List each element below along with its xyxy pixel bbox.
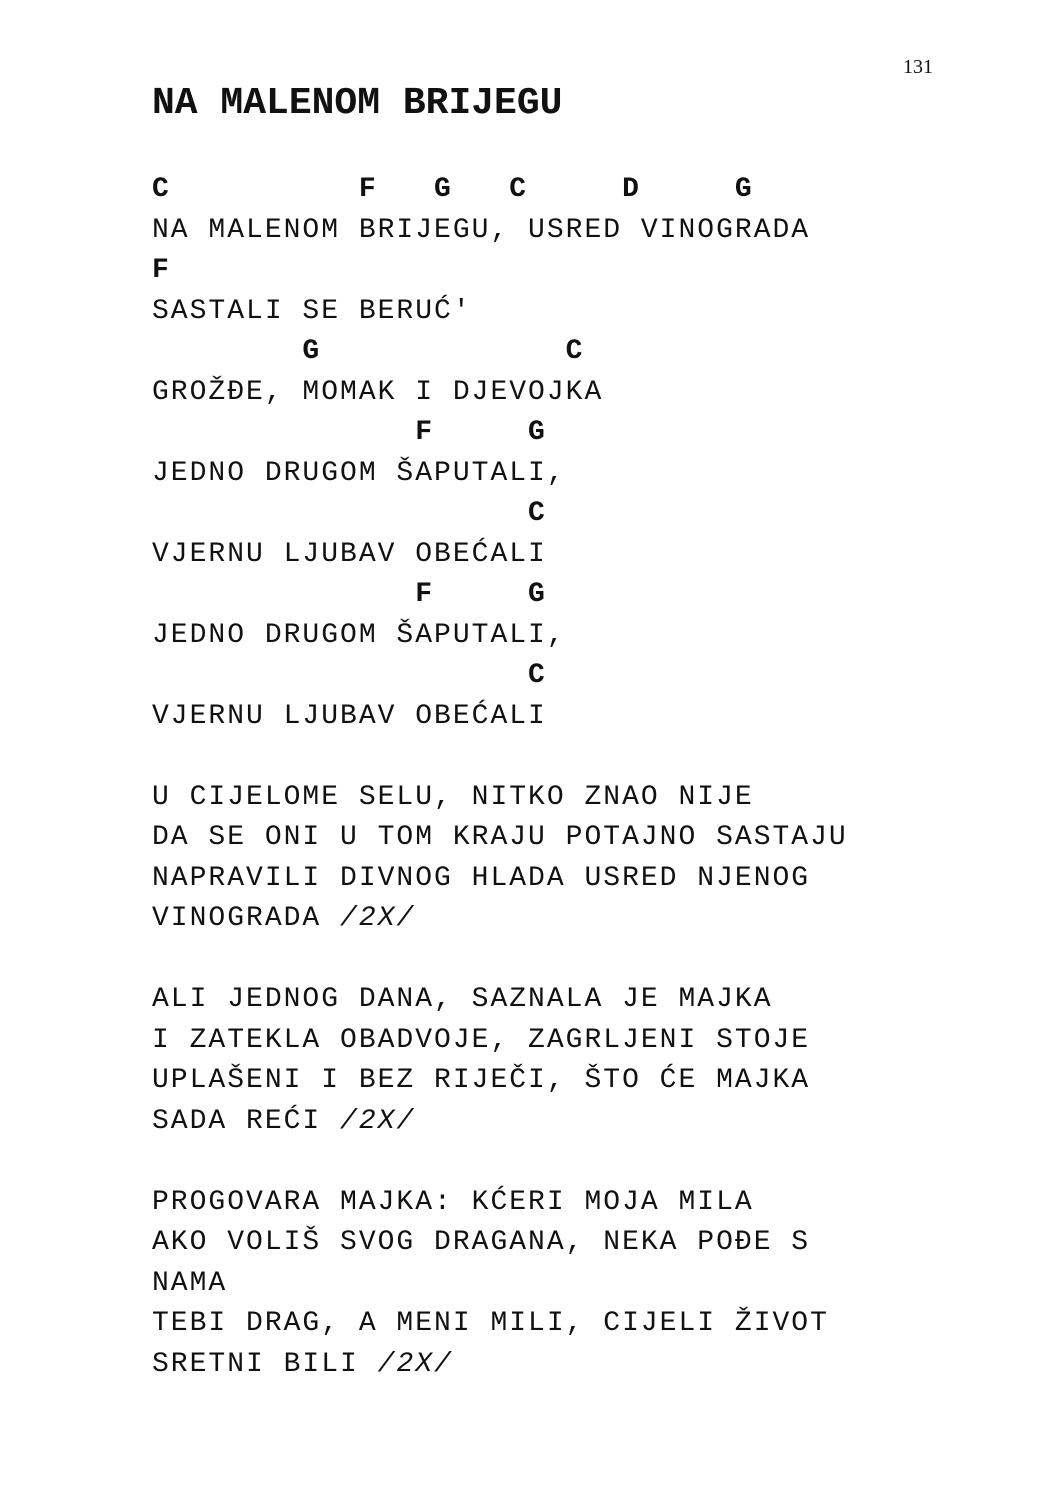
stanza-gap [152, 737, 848, 778]
chord-line: C [152, 660, 547, 691]
lyric-line: TEBI DRAG, A MENI MILI, CIJELI ŽIVOT [152, 1308, 829, 1339]
lyric-line: NAMA [152, 1267, 228, 1299]
song-body [152, 170, 848, 1385]
lyric-line: NA MALENOM BRIJEGU, USRED VINOGRADA [152, 214, 811, 246]
lyric-line: VJERNU LJUBAV OBEĆALI [152, 700, 547, 732]
stanza-gap [152, 940, 848, 981]
lyric-line [152, 899, 848, 940]
repeat-marker: /2X/ [377, 1348, 453, 1380]
page-number: 131 [903, 56, 933, 78]
lyric-line [152, 1102, 848, 1143]
repeat-marker: /2X/ [340, 903, 416, 934]
chord-line: C [152, 498, 547, 529]
lyric-line: I ZATEKLA OBADVOJE, ZAGRLJENI STOJE [152, 1024, 811, 1056]
song-title: NA MALENOM BRIJEGU [152, 82, 563, 125]
lyric-text: SRETNI BILI [152, 1348, 359, 1380]
lyric-line: AKO VOLIŠ SVOG DRAGANA, NEKA POĐE S [152, 1227, 811, 1258]
chord-line: G C [152, 336, 585, 367]
lyric-line: VJERNU LJUBAV OBEĆALI [152, 538, 547, 570]
verse-2 [152, 778, 848, 940]
verse-4 [152, 1183, 848, 1386]
lyric-line: JEDNO DRUGOM ŠAPUTALI, [152, 619, 566, 651]
verse-3 [152, 980, 848, 1142]
lyric-line: PROGOVARA MAJKA: KĆERI MOJA MILA [152, 1186, 754, 1218]
lyric-line [152, 1345, 848, 1386]
lyric-text: VINOGRADA [152, 903, 322, 934]
chord-line: F G [152, 579, 547, 610]
lyric-line: NAPRAVILI DIVNOG HLADA USRED NJENOG [152, 862, 811, 894]
lyric-line: UPLAŠENI I BEZ RIJEČI, ŠTO ĆE MAJKA [152, 1065, 811, 1096]
stanza-gap [152, 1142, 848, 1183]
repeat-marker: /2X/ [340, 1105, 416, 1137]
lyric-line: U CIJELOME SELU, NITKO ZNAO NIJE [152, 781, 754, 813]
lyric-line: DA SE ONI U TOM KRAJU POTAJNO SASTAJU [152, 822, 848, 853]
lyric-line: SASTALI SE BERUĆ' [152, 295, 472, 327]
chord-line: C F G C D G [152, 174, 754, 205]
lyric-line: JEDNO DRUGOM ŠAPUTALI, [152, 457, 566, 489]
chord-line: F G [152, 417, 547, 448]
chord-line: F [152, 255, 171, 286]
lyric-line: GROŽĐE, MOMAK I DJEVOJKA [152, 376, 604, 408]
lyric-line: ALI JEDNOG DANA, SAZNALA JE MAJKA [152, 984, 773, 1015]
lyric-text: SADA REĆI [152, 1105, 322, 1137]
verse-1 [152, 170, 848, 737]
